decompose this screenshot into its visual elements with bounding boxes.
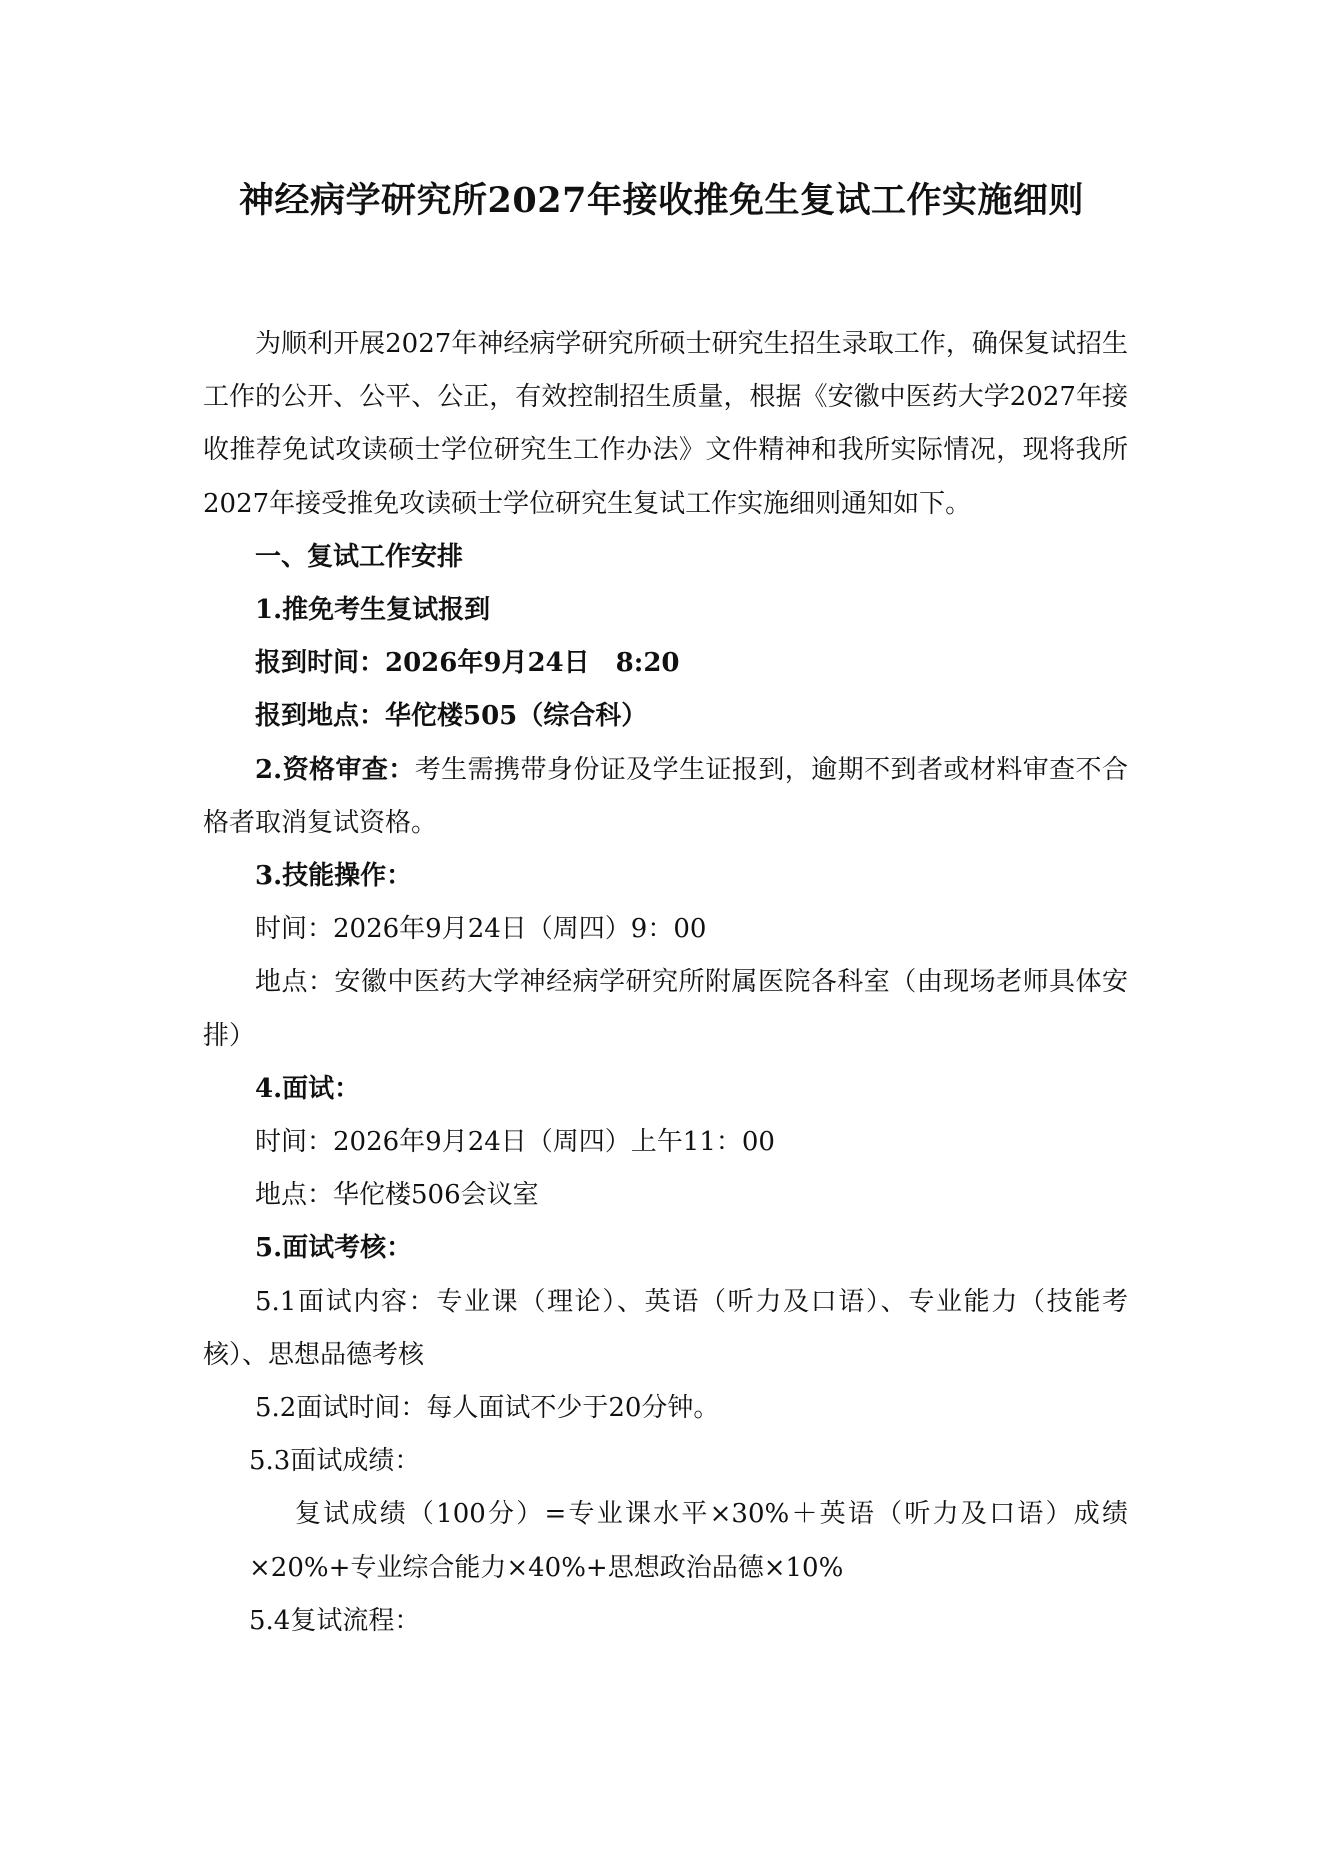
sub-item: 5.4复试流程： — [249, 1605, 421, 1636]
item-heading: 1.推免考生复试报到 — [255, 595, 491, 626]
intro-paragraph: 为顺利开展2027年神经病学研究所硕士研究生招生录取工作，确保复试招生工作的公开、公平、公正，有效控制招生质量，根据《安徽中医药大学2027年接收推荐免试攻读硕士学位研究生工作办法》文件精神和我所实际情况，现将我所2027年接受推免攻读硕士学位研究生复试工作实施细则通知如下。 — [203, 329, 1128, 519]
item-heading: 3.技能操作： — [255, 861, 413, 892]
qualification-text: 考生需携带身份证及学生证报到，逾期不到者或材料审查不合格者取消复试资格。 — [203, 754, 1128, 838]
interview-time: 时间：2026年9月24日（周四）上午11：00 — [255, 1127, 775, 1158]
qualification-paragraph — [203, 744, 1128, 850]
document-body — [203, 318, 1128, 1648]
skill-time: 时间：2026年9月24日（周四）9：00 — [255, 914, 707, 945]
score-formula-text: 复试成绩（100分）=专业课水平×30%＋英语（听力及口语）成绩×20%+专业综合能力×40%+思想政治品德×10% — [249, 1499, 1128, 1583]
interview-place: 地点：华佗楼506会议室 — [255, 1180, 539, 1211]
item-heading: 5.面试考核： — [255, 1233, 413, 1264]
report-time: 报到时间：2026年9月24日 8:20 — [255, 648, 680, 679]
item-heading: 4.面试： — [255, 1073, 361, 1104]
sub-item: 5.3面试成绩： — [249, 1446, 421, 1477]
report-place: 报到地点：华佗楼505（综合科） — [255, 701, 648, 732]
document-title: 神经病学研究所2027年接收推免生复试工作实施细则 — [239, 180, 1084, 221]
sub-item: 5.2面试时间：每人面试不少于20分钟。 — [255, 1393, 720, 1424]
qualification-label: 2.资格审查： — [255, 754, 415, 785]
section-heading: 一、复试工作安排 — [255, 541, 464, 572]
sub-item: 5.1面试内容：专业课（理论）、英语（听力及口语）、专业能力（技能考核）、思想品德考核 — [203, 1286, 1128, 1370]
skill-place: 地点：安徽中医药大学神经病学研究所附属医院各科室（由现场老师具体安排） — [203, 967, 1128, 1051]
score-formula — [203, 1488, 1128, 1594]
